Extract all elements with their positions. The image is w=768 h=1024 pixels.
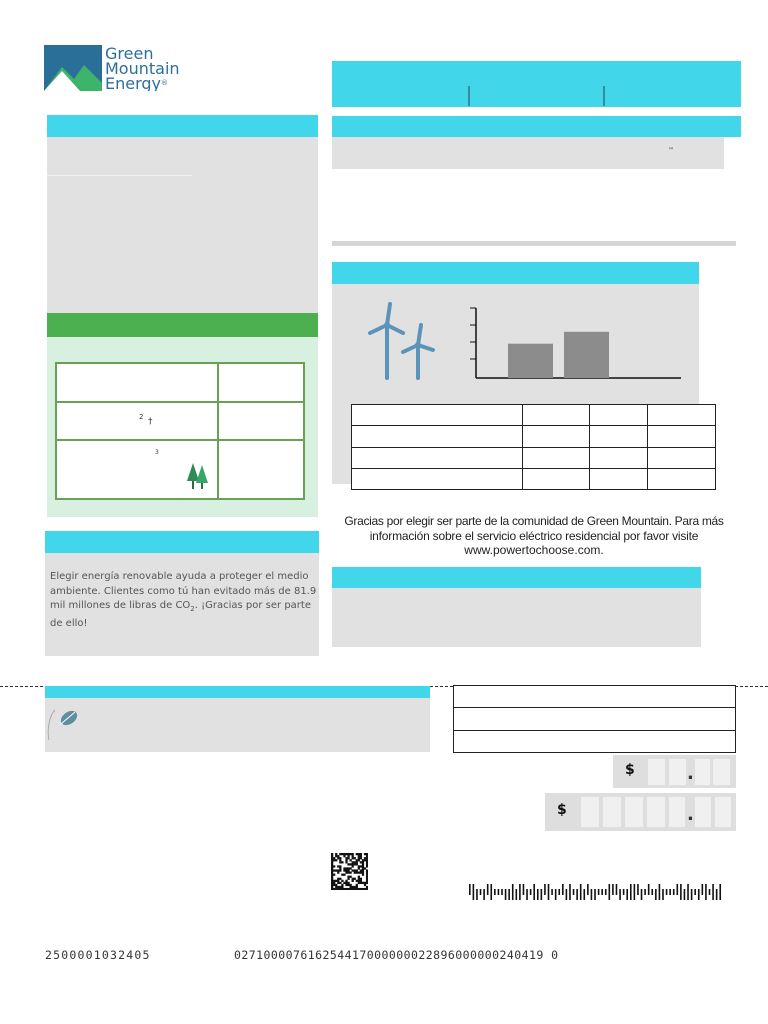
table-cell — [523, 447, 590, 468]
table-cell — [590, 405, 648, 426]
decimal-point: . — [687, 804, 694, 825]
renewable-text-line: de ello! — [50, 617, 88, 629]
table-cell — [523, 405, 590, 426]
renewable-text-line: Elegir energía renovable ayuda a proteger el medio — [50, 571, 309, 582]
table-cell — [454, 708, 736, 730]
usage-bar-chart — [466, 303, 686, 383]
account-details-panel — [332, 137, 724, 169]
usage-bar — [564, 332, 609, 378]
postal-barcode-icon — [469, 884, 723, 900]
table-cell — [56, 402, 218, 441]
renewable-text-line: mil millones de libras de CO — [50, 600, 191, 611]
renewable-text-line: . ¡Gracias por ser parte — [194, 600, 311, 611]
header-divider — [468, 86, 470, 106]
superscript-2: 2 — [139, 412, 144, 421]
usage-table — [351, 404, 716, 490]
stub-panel — [45, 698, 430, 752]
tree-icon — [187, 461, 209, 491]
leaf-icon — [45, 702, 85, 742]
account-summary-header — [332, 61, 741, 107]
table-cell — [56, 363, 218, 402]
table-cell — [590, 426, 648, 447]
table-cell — [523, 468, 590, 489]
logo-text-green: Green — [105, 44, 154, 63]
stub-header-bar — [45, 686, 430, 698]
table-cell — [218, 440, 304, 499]
account-info-panel — [47, 137, 318, 313]
section-header-bar — [332, 116, 741, 137]
table-cell — [648, 447, 716, 468]
table-cell — [352, 468, 523, 489]
section-header-bar — [332, 262, 699, 284]
trademark-mark: ™ — [668, 147, 674, 154]
table-cell — [648, 468, 716, 489]
logo-text-mountain: Mountain — [105, 59, 180, 78]
table-cell — [648, 405, 716, 426]
usage-bar — [508, 344, 553, 378]
company-logo — [44, 45, 194, 95]
table-cell — [218, 402, 304, 441]
table-cell — [56, 440, 218, 499]
table-cell — [454, 686, 736, 708]
table-cell — [352, 447, 523, 468]
account-code: 2500001032405 — [45, 948, 151, 962]
divider — [47, 175, 192, 176]
messages-panel — [332, 588, 701, 647]
decimal-point: . — [687, 763, 694, 784]
renewable-text-line: ambiente. Clientes como tú han evitado más de 81.9 — [50, 585, 317, 597]
superscript-3: 3 — [155, 449, 159, 457]
wind-turbine-icon — [365, 300, 440, 380]
section-header-bar — [45, 531, 319, 553]
table-cell — [352, 405, 523, 426]
section-header-bar — [332, 567, 701, 588]
registered-mark: ® — [161, 79, 169, 87]
divider-bar — [332, 241, 736, 246]
table-cell — [648, 426, 716, 447]
table-cell — [218, 363, 304, 402]
section-header-bar — [47, 115, 318, 137]
amount-enclosed-field[interactable] — [545, 793, 736, 831]
header-divider — [603, 86, 605, 106]
subscript-2: 2 — [190, 605, 195, 613]
impact-table — [55, 362, 305, 500]
renewable-info-panel — [45, 553, 319, 656]
logo-text-energy: Energy — [105, 76, 162, 91]
thank-you-line: información sobre el servicio eléctrico residencial por favor visite — [369, 528, 699, 543]
table-cell — [523, 426, 590, 447]
thank-you-line: Gracias por elegir ser parte de la comunidad de Green Mountain. Para más — [344, 514, 724, 528]
dagger-mark: † — [148, 416, 153, 427]
table-cell — [454, 730, 736, 752]
impact-header-bar — [47, 313, 318, 337]
table-cell — [352, 426, 523, 447]
thank-you-message — [332, 514, 736, 558]
qr-code-icon — [331, 853, 368, 890]
table-cell — [590, 447, 648, 468]
scan-line: 027100007616254417000000022896000000240419 0 — [234, 948, 559, 962]
dollar-sign: $ — [625, 762, 635, 778]
website-link[interactable]: www.powertochoose.com. — [464, 543, 604, 557]
remittance-table — [453, 685, 736, 753]
dollar-sign: $ — [557, 802, 567, 818]
mountain-logo-icon — [44, 45, 102, 91]
table-cell — [590, 468, 648, 489]
amount-due-field[interactable] — [613, 755, 736, 788]
